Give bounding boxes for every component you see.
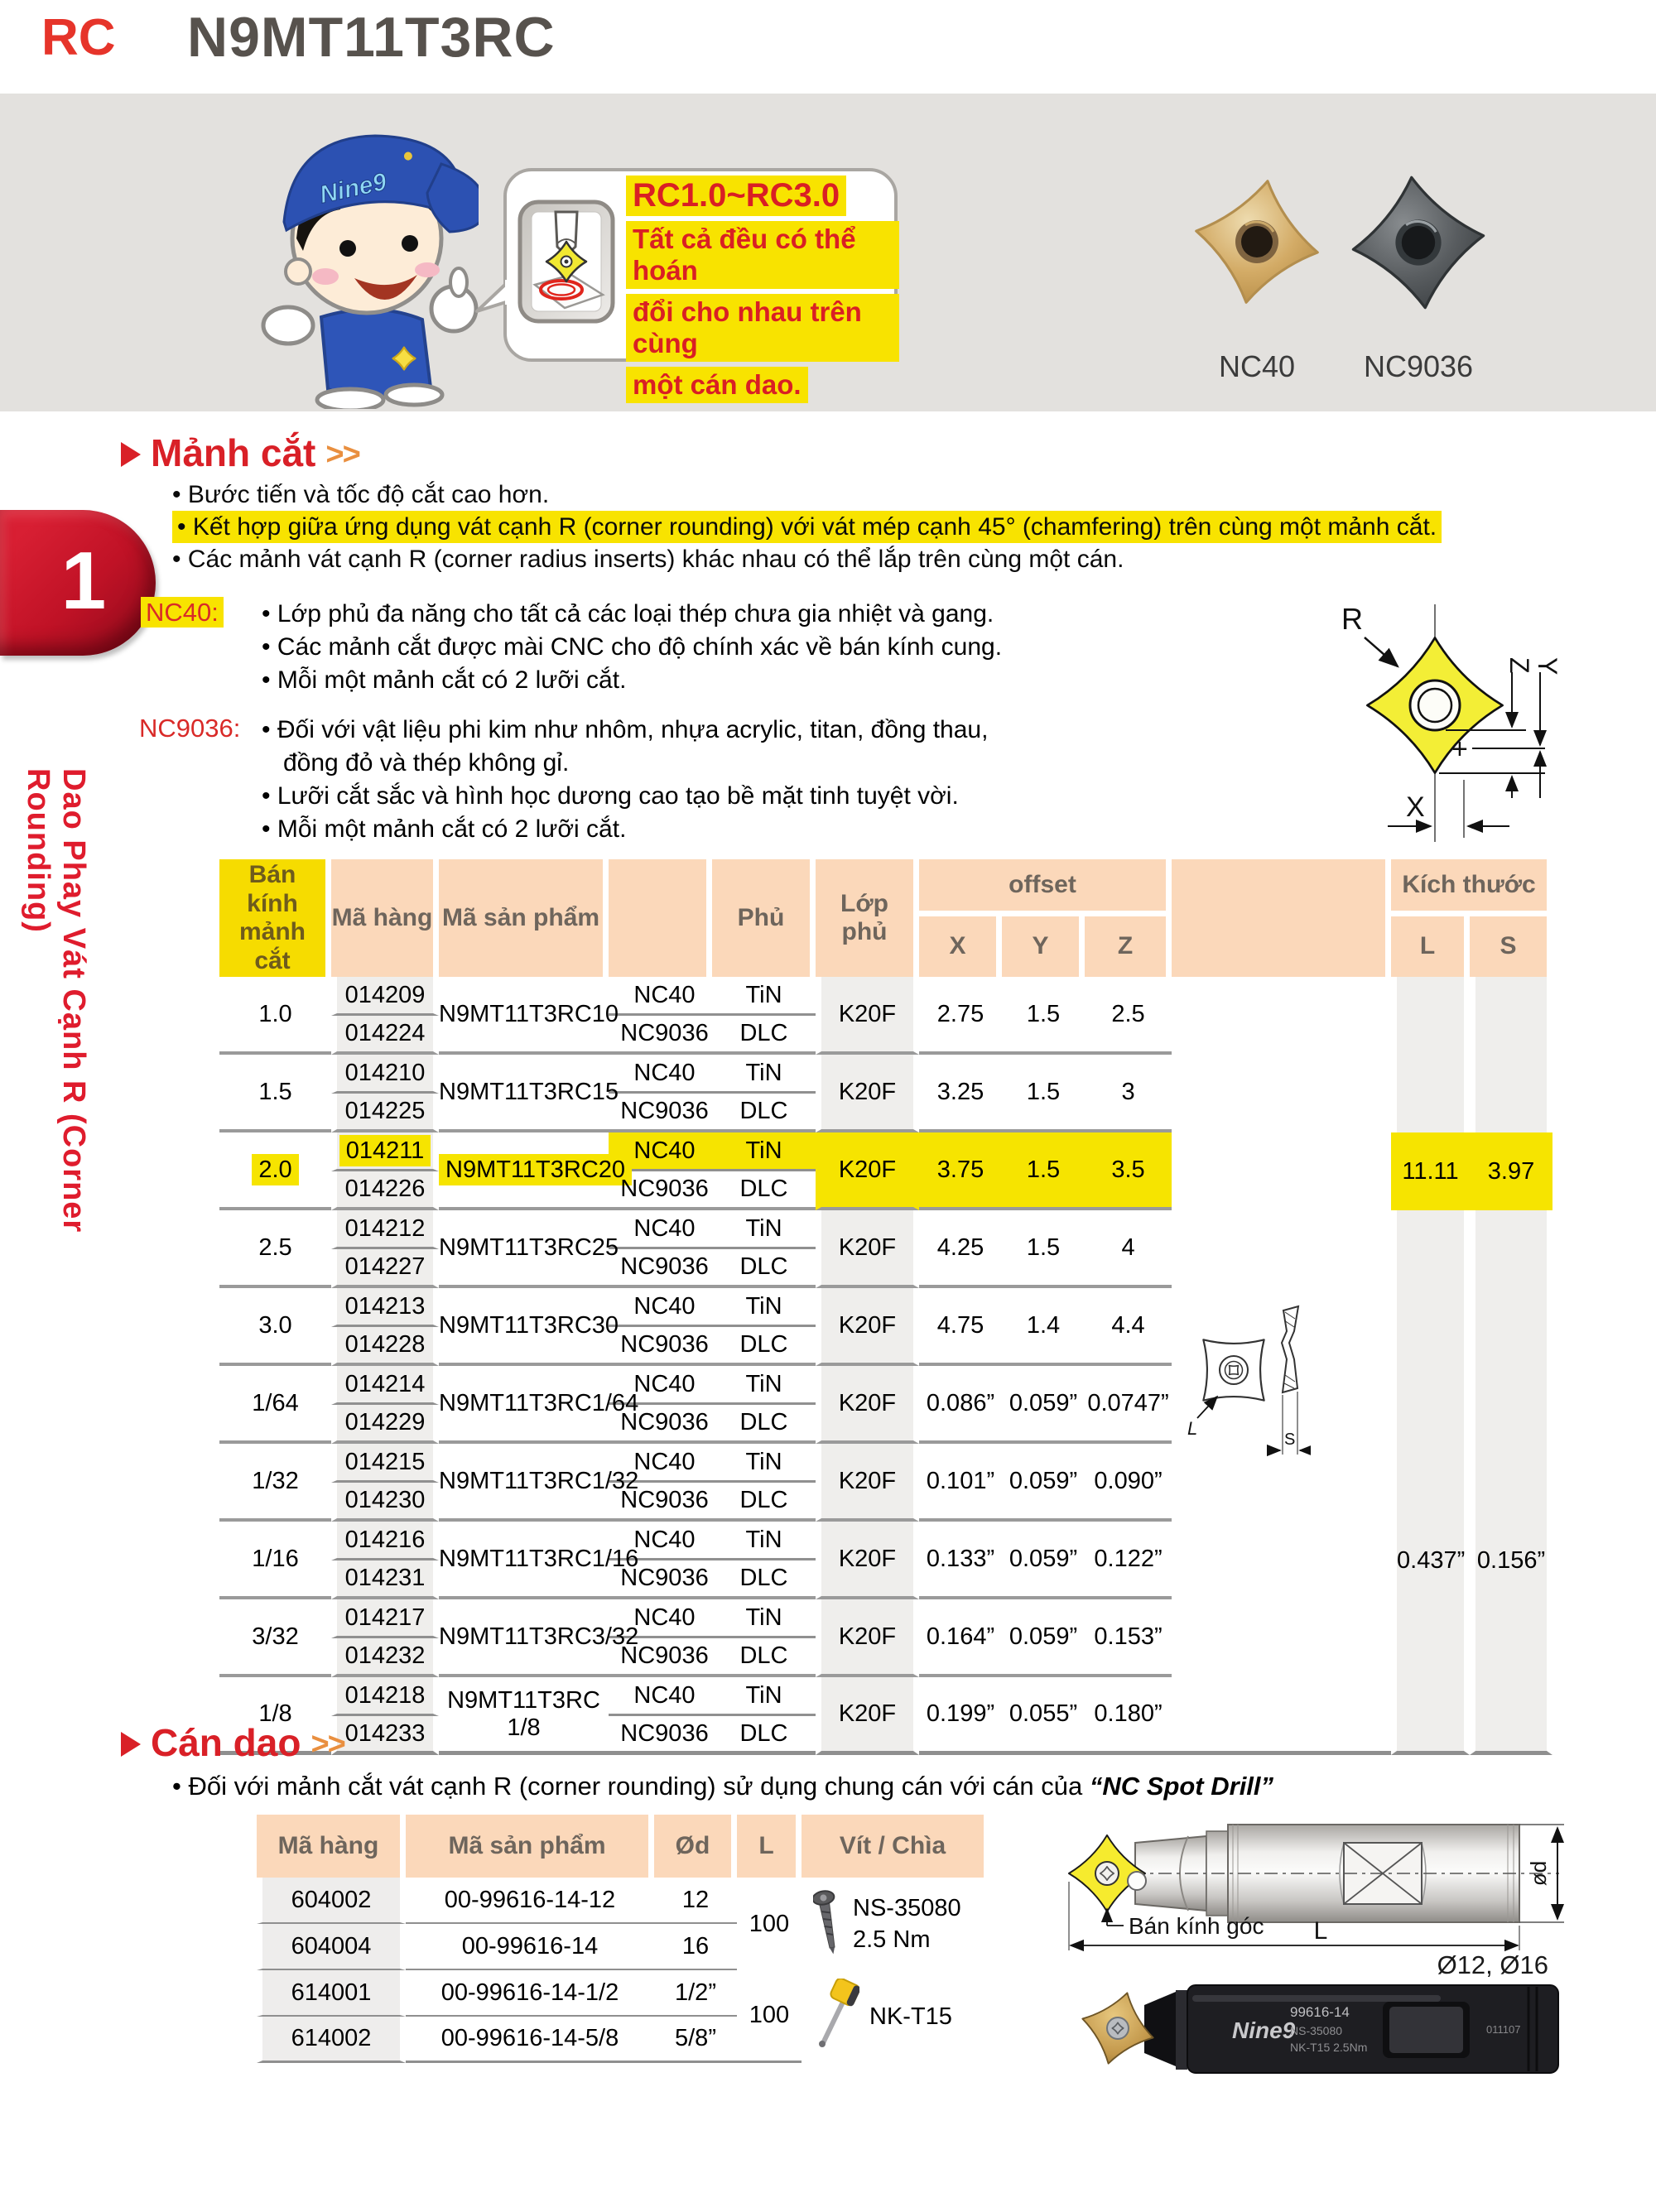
cell-grade: NC9036 — [609, 1249, 712, 1288]
diameter-sizes: Ø12, Ø16 — [1437, 1950, 1548, 1979]
cell-length — [1391, 1677, 1470, 1755]
cell-coating: DLC — [712, 1094, 816, 1132]
cell-grade: NC40 — [609, 1444, 712, 1483]
screw-torque: 2.5 Nm — [853, 1926, 931, 1953]
cell-code: 014217 — [331, 1599, 439, 1638]
cell-coating: DLC — [712, 1405, 816, 1444]
cell-code: 014230 — [331, 1483, 439, 1522]
callout-line: đổi cho nhau trên cùng — [626, 294, 899, 362]
cell-length: 100 — [737, 1970, 802, 2063]
cell-radius: 1/32 — [219, 1444, 331, 1522]
cell-substrate: K20F — [816, 1677, 919, 1755]
holder-photo — [1068, 1980, 1565, 2078]
cell-coating: DLC — [712, 1716, 816, 1755]
cell-grade: NC40 — [609, 1210, 712, 1249]
dim-label-y: Y — [1533, 657, 1562, 676]
insert-table-row-group — [219, 977, 1552, 1055]
cell-thickness — [1470, 1599, 1552, 1677]
insert-table-row-group — [219, 1444, 1552, 1522]
insert-table-row-group — [219, 1288, 1552, 1366]
col-header-screw: Vít / Chìa — [802, 1815, 989, 1878]
insert-photo-nc9036 — [1348, 172, 1489, 313]
cell-product: 00-99616-14-12 — [406, 1878, 654, 1924]
callout-title: RC1.0~RC3.0 — [626, 176, 846, 216]
driver-spec — [802, 1970, 989, 2063]
dim-label-r: R — [1341, 602, 1363, 636]
col-header-l: L — [1391, 916, 1470, 977]
table-row — [257, 1878, 989, 1924]
cell-thickness: 3.97 — [1470, 1132, 1552, 1210]
cell-product: N9MT11T3RC15 — [439, 1055, 609, 1132]
cell-thickness: 0.156” — [1470, 1522, 1552, 1599]
col-header-spacer — [1172, 859, 1391, 977]
section-heading-inserts — [121, 431, 359, 474]
holder-table-header — [257, 1815, 989, 1878]
cell-offset-z: 4.4 — [1085, 1288, 1172, 1366]
mascot-illustration — [205, 114, 479, 409]
cell-length — [1391, 1055, 1470, 1132]
grade-label-nc40: NC40: — [141, 598, 224, 628]
cell-coating: DLC — [712, 1483, 816, 1522]
cell-offset-y: 0.059” — [1002, 1599, 1085, 1677]
cell-offset-x: 0.101” — [919, 1444, 1002, 1522]
cell-grade: NC9036 — [609, 1094, 712, 1132]
bullet-item-continuation: đồng đỏ và thép không gỉ. — [283, 749, 570, 777]
series-title-vertical: Dao Phay Vát Cạnh R (Corner Rounding) — [21, 768, 91, 1233]
cell-spacer — [1172, 1055, 1391, 1132]
col-header-dia: Ød — [654, 1815, 737, 1878]
cell-length: 11.11 — [1391, 1132, 1470, 1210]
cell-coating: DLC — [712, 1249, 816, 1288]
holder-note-emphasis: “NC Spot Drill” — [1089, 1772, 1274, 1801]
cell-spacer — [1172, 1132, 1391, 1210]
col-header-coating: Phủ — [712, 859, 816, 977]
cell-length: 0.437” — [1391, 1522, 1470, 1599]
cell-offset-y: 1.5 — [1002, 1210, 1085, 1288]
cell-offset-y: 0.059” — [1002, 1366, 1085, 1444]
insert-table-row-group — [219, 1055, 1552, 1132]
chevrons-icon: >> — [325, 437, 359, 472]
page-title: N9MT11T3RC — [187, 6, 556, 69]
section-heading-holder — [121, 1721, 344, 1764]
cell-length — [1391, 1210, 1470, 1288]
photo-etch-text: 011107 — [1486, 2023, 1521, 2036]
cell-code: 014209 — [331, 977, 439, 1016]
col-header-len: L — [737, 1815, 802, 1878]
cell-grade: NC40 — [609, 977, 712, 1016]
cell-spacer — [1172, 1210, 1391, 1288]
cell-code: 014213 — [331, 1288, 439, 1327]
grade-label-nc9036: NC9036: — [139, 714, 241, 743]
cell-coating: DLC — [712, 1327, 816, 1366]
col-header-y: Y — [1002, 916, 1085, 977]
insert-label-nc9036: NC9036 — [1363, 349, 1474, 383]
cell-offset-y: 0.059” — [1002, 1522, 1085, 1599]
holder-note: • Đối với mảnh cắt vát cạnh R (corner rounding) sử dụng chung cán với cán của “NC Spot Drill” — [172, 1772, 1273, 1801]
cell-radius: 1.5 — [219, 1055, 331, 1132]
cell-thickness — [1470, 1444, 1552, 1522]
dim-label-x: X — [1406, 791, 1425, 823]
cell-coating: DLC — [712, 1171, 816, 1210]
grade-bullets-nc9036 — [262, 714, 988, 846]
cell-offset-x: 2.75 — [919, 977, 1002, 1055]
chevrons-icon: >> — [310, 1727, 344, 1762]
dim-label-s: S — [1284, 1431, 1296, 1449]
photo-brand-text: Nine9 — [1232, 2017, 1296, 2043]
cell-offset-z: 3.5 — [1085, 1132, 1172, 1210]
cell-offset-y: 1.4 — [1002, 1288, 1085, 1366]
cell-length — [1391, 1288, 1470, 1366]
cell-code: 014224 — [331, 1016, 439, 1055]
cell-code: 014212 — [331, 1210, 439, 1249]
cell-grade: NC40 — [609, 1599, 712, 1638]
cell-coating: TiN — [712, 1055, 816, 1094]
cell-screw-driver — [802, 1878, 989, 2063]
cell-radius: 3.0 — [219, 1288, 331, 1366]
cell-thickness — [1470, 1055, 1552, 1132]
col-header-product: Mã sản phẩm — [439, 859, 609, 977]
cell-dia: 16 — [654, 1924, 737, 1970]
col-header-x: X — [919, 916, 1002, 977]
cell-grade: NC40 — [609, 1288, 712, 1327]
cell-substrate: K20F — [816, 1599, 919, 1677]
insert-table-row-group — [219, 1366, 1552, 1444]
cell-radius: 2.5 — [219, 1210, 331, 1288]
cell-coating: DLC — [712, 1560, 816, 1599]
cell-code: 014215 — [331, 1444, 439, 1483]
cell-grade: NC9036 — [609, 1016, 712, 1055]
cell-product: N9MT11T3RC 1/8 — [439, 1677, 609, 1755]
bullet-item-highlighted: • Kết hợp giữa ứng dụng vát cạnh R (corner rounding) với vát mép cạnh 45° (chamfering) trên cùng một mảnh cắt. — [172, 511, 1442, 543]
insert-table-row-group — [219, 1210, 1552, 1288]
driver-name: NK-T15 — [869, 2003, 952, 2030]
cell-offset-x: 4.75 — [919, 1288, 1002, 1366]
cell-thickness — [1470, 1288, 1552, 1366]
cell-grade: NC9036 — [609, 1560, 712, 1599]
insert-side-view-diagram — [1182, 1279, 1311, 1490]
cell-product: N9MT11T3RC20 — [439, 1132, 609, 1210]
cell-substrate: K20F — [816, 1522, 919, 1599]
cell-offset-z: 0.090” — [1085, 1444, 1172, 1522]
col-header-substrate: Lớp phủ — [816, 859, 919, 977]
corner-radius-label: Bán kính góc — [1129, 1913, 1264, 1939]
cell-product: 00-99616-14-1/2 — [406, 1970, 654, 2017]
col-header-z: Z — [1085, 916, 1172, 977]
cell-coating: TiN — [712, 1210, 816, 1249]
cell-code: 014232 — [331, 1638, 439, 1677]
cell-code: 014231 — [331, 1560, 439, 1599]
cell-offset-y: 1.5 — [1002, 1132, 1085, 1210]
cell-offset-x: 4.25 — [919, 1210, 1002, 1288]
screw-name: NS-35080 — [853, 1895, 961, 1921]
cell-offset-y: 1.5 — [1002, 977, 1085, 1055]
bullet-item: • Lưỡi cắt sắc và hình học dương cao tạo bề mặt tinh tuyệt vời. — [262, 780, 988, 813]
cell-coating: TiN — [712, 1288, 816, 1327]
cell-code: 014233 — [331, 1716, 439, 1755]
cell-coating: DLC — [712, 1016, 816, 1055]
cell-product: 00-99616-14-5/8 — [406, 2017, 654, 2063]
cell-coating: TiN — [712, 1132, 816, 1171]
bullet-item: • Lớp phủ đa năng cho tất cả các loại thép chưa gia nhiệt và gang. — [262, 598, 1002, 631]
cell-code: 604002 — [257, 1878, 406, 1924]
holder-drawing — [1064, 1795, 1656, 1956]
cell-offset-z: 4 — [1085, 1210, 1172, 1288]
cell-offset-x: 0.133” — [919, 1522, 1002, 1599]
cell-offset-z: 0.122” — [1085, 1522, 1172, 1599]
cell-product: N9MT11T3RC3/32 — [439, 1599, 609, 1677]
bullet-item: • Bước tiến và tốc độ cắt cao hơn. — [172, 478, 1596, 511]
cell-dia: 5/8” — [654, 2017, 737, 2063]
cell-thickness — [1470, 977, 1552, 1055]
cell-grade: NC9036 — [609, 1638, 712, 1677]
cell-code: 014216 — [331, 1522, 439, 1560]
cell-offset-z: 0.153” — [1085, 1599, 1172, 1677]
cell-offset-y: 0.055” — [1002, 1677, 1085, 1755]
series-code: RC — [41, 9, 116, 66]
speech-bubble-tail — [474, 276, 510, 321]
torx-key-icon — [813, 1979, 859, 2055]
heading-text: Mảnh cắt — [151, 431, 316, 474]
bullet-item: • Các mảnh cắt được mài CNC cho độ chính xác về bán kính cung. — [262, 631, 1002, 664]
cell-radius: 1/16 — [219, 1522, 331, 1599]
cell-coating: TiN — [712, 1366, 816, 1405]
cell-coating: TiN — [712, 977, 816, 1016]
callout — [626, 176, 899, 403]
insert-bullets — [172, 478, 1596, 575]
cell-thickness — [1470, 1677, 1552, 1755]
screw-spec — [802, 1878, 989, 1970]
cell-spacer — [1172, 1677, 1391, 1755]
section-marker-icon — [121, 442, 141, 467]
mascot-cap-logo: Nine9 — [317, 168, 389, 209]
insert-table-header — [219, 859, 1552, 977]
insert-table-row-group — [219, 1522, 1552, 1599]
cell-offset-z: 0.180” — [1085, 1677, 1172, 1755]
col-header-radius: Bán kính mảnh cắt — [219, 859, 331, 977]
cell-offset-x: 3.25 — [919, 1055, 1002, 1132]
cell-code: 014210 — [331, 1055, 439, 1094]
cell-coating: TiN — [712, 1677, 816, 1716]
bullet-item: • Đối với vật liệu phi kim như nhôm, nhựa acrylic, titan, đồng thau, — [262, 714, 988, 747]
cell-product: N9MT11T3RC25 — [439, 1210, 609, 1288]
holder-table — [257, 1815, 989, 2063]
photo-etch-text: 99616-14 — [1290, 2004, 1350, 2020]
col-header-s: S — [1470, 916, 1552, 977]
cell-code: 014214 — [331, 1366, 439, 1405]
insert-table — [219, 859, 1552, 1755]
cell-code: 014211 — [331, 1132, 439, 1171]
cell-code: 014225 — [331, 1094, 439, 1132]
section-marker-icon — [121, 1732, 141, 1757]
cell-length — [1391, 977, 1470, 1055]
cell-offset-z: 2.5 — [1085, 977, 1172, 1055]
cell-grade: NC9036 — [609, 1171, 712, 1210]
heading-text: Cán dao — [151, 1721, 301, 1764]
grade-bullets-nc40 — [262, 598, 1002, 697]
cell-grade: NC9036 — [609, 1716, 712, 1755]
photo-etch-text: NS-35080 — [1290, 2024, 1343, 2037]
cell-offset-y: 1.5 — [1002, 1055, 1085, 1132]
cell-offset-x: 0.086” — [919, 1366, 1002, 1444]
insert-dimension-diagram — [1323, 589, 1652, 864]
cell-substrate: K20F — [816, 1288, 919, 1366]
dim-label-z: Z — [1504, 657, 1534, 674]
insert-table-row-group — [219, 1599, 1552, 1677]
cell-substrate: K20F — [816, 977, 919, 1055]
cell-code: 014218 — [331, 1677, 439, 1716]
cell-radius: 2.0 — [219, 1132, 331, 1210]
callout-line: Tất cả đều có thể hoán — [626, 221, 899, 289]
cell-spacer — [1172, 1599, 1391, 1677]
bullet-item: • Mỗi một mảnh cắt có 2 lưỡi cắt. — [262, 664, 1002, 697]
dim-label-plus: + — [1451, 733, 1468, 765]
cell-grade: NC9036 — [609, 1327, 712, 1366]
cell-grade: NC40 — [609, 1366, 712, 1405]
cell-length — [1391, 1444, 1470, 1522]
cell-radius: 3/32 — [219, 1599, 331, 1677]
cell-coating: TiN — [712, 1522, 816, 1560]
cell-code: 614001 — [257, 1970, 406, 2017]
cell-radius: 1/8 — [219, 1677, 331, 1755]
cell-substrate: K20F — [816, 1132, 919, 1210]
cell-grade: NC40 — [609, 1522, 712, 1560]
cell-code: 614002 — [257, 2017, 406, 2063]
cell-code: 604004 — [257, 1924, 406, 1970]
insert-photo-nc40 — [1191, 176, 1323, 308]
cell-length — [1391, 1366, 1470, 1444]
chapter-tab — [0, 510, 156, 656]
cell-radius: 1.0 — [219, 977, 331, 1055]
cell-product: N9MT11T3RC30 — [439, 1288, 609, 1366]
cell-product: N9MT11T3RC1/32 — [439, 1444, 609, 1522]
cell-offset-x: 0.199” — [919, 1677, 1002, 1755]
cell-code: 014226 — [331, 1171, 439, 1210]
cell-coating: TiN — [712, 1444, 816, 1483]
cell-spacer — [1172, 1522, 1391, 1599]
insert-label-nc40: NC40 — [1218, 349, 1296, 383]
cell-offset-z: 0.0747” — [1085, 1366, 1172, 1444]
cell-radius: 1/64 — [219, 1366, 331, 1444]
cell-code: 014228 — [331, 1327, 439, 1366]
cell-grade: NC40 — [609, 1132, 712, 1171]
cell-grade: NC40 — [609, 1677, 712, 1716]
cell-dia: 1/2” — [654, 1970, 737, 2017]
cell-code: 014227 — [331, 1249, 439, 1288]
cell-thickness — [1470, 1210, 1552, 1288]
cell-product: N9MT11T3RC1/16 — [439, 1522, 609, 1599]
cell-product: N9MT11T3RC10 — [439, 977, 609, 1055]
cell-offset-x: 0.164” — [919, 1599, 1002, 1677]
bullet-item: • Các mảnh vát cạnh R (corner radius inserts) khác nhau có thể lắp trên cùng một cán. — [172, 543, 1596, 575]
col-header-grade — [609, 859, 712, 977]
insert-table-row-group — [219, 1132, 1552, 1210]
photo-etch-text: NK-T15 2.5Nm — [1290, 2041, 1368, 2054]
cell-product: N9MT11T3RC1/64 — [439, 1366, 609, 1444]
cell-code: 014229 — [331, 1405, 439, 1444]
cell-length: 100 — [749, 1910, 790, 1937]
cell-coating: DLC — [712, 1638, 816, 1677]
col-header-code: Mã hàng — [257, 1815, 406, 1878]
dim-label-l: L — [1187, 1418, 1198, 1439]
col-header-product: Mã sản phẩm — [406, 1815, 654, 1878]
insert-table-row-group — [219, 1677, 1552, 1755]
cell-dia: 12 — [654, 1878, 737, 1924]
cell-spacer — [1172, 977, 1391, 1055]
cell-thickness — [1470, 1366, 1552, 1444]
cell-product: 00-99616-14 — [406, 1924, 654, 1970]
cell-coating: TiN — [712, 1599, 816, 1638]
cell-grade: NC9036 — [609, 1405, 712, 1444]
cell-offset-y: 0.059” — [1002, 1444, 1085, 1522]
cell-offset-x: 3.75 — [919, 1132, 1002, 1210]
col-header-size: Kích thước — [1391, 859, 1552, 916]
callout-line: một cán dao. — [626, 367, 808, 403]
cell-grade: NC9036 — [609, 1483, 712, 1522]
cell-substrate: K20F — [816, 1366, 919, 1444]
col-header-offset: offset — [919, 859, 1172, 916]
cell-substrate: K20F — [816, 1444, 919, 1522]
chapter-number: 1 — [60, 535, 107, 626]
dim-label-dia: ød — [1526, 1860, 1551, 1887]
screw-icon — [813, 1888, 843, 1960]
cell-offset-z: 3 — [1085, 1055, 1172, 1132]
cell-grade: NC40 — [609, 1055, 712, 1094]
bullet-item: • Mỗi một mảnh cắt có 2 lưỡi cắt. — [262, 813, 988, 846]
corner-rounding-icon — [517, 199, 616, 325]
cell-length — [1391, 1599, 1470, 1677]
cell-substrate: K20F — [816, 1210, 919, 1288]
dim-label-len: L — [1313, 1917, 1328, 1945]
col-header-code: Mã hàng — [331, 859, 439, 977]
cell-substrate: K20F — [816, 1055, 919, 1132]
